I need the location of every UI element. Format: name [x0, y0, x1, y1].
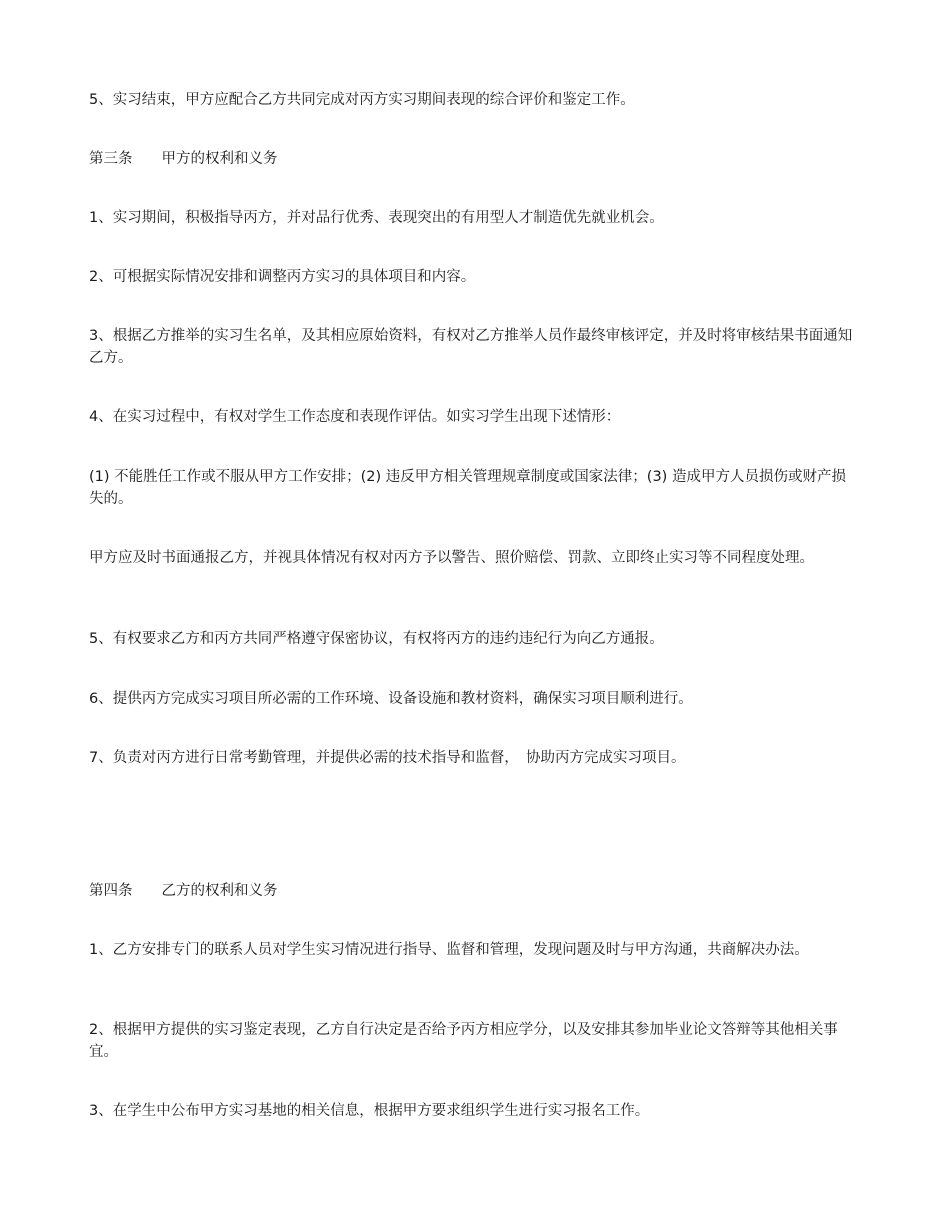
section-4-item-2: 2、根据甲方提供的实习鉴定表现，乙方自行决定是否给予丙方相应学分，以及安排其参加毕业论文答辩等其他相关事宜。 [89, 1022, 838, 1060]
section-4-title: 第四条 乙方的权利和义务 [89, 883, 278, 899]
section-3-title: 第三条 甲方的权利和义务 [89, 151, 278, 167]
section-3-item-6: 6、提供丙方完成实习项目所必需的工作环境、设备设施和教材资料，确保实习项目顺利进行。 [89, 691, 693, 707]
paragraph-clause-5: 5、实习结束，甲方应配合乙方共同完成对丙方实习期间表现的综合评价和鉴定工作。 [89, 92, 635, 108]
section-3-item-1: 1、实习期间，积极指导丙方，并对品行优秀、表现突出的有用型人才制造优先就业机会。 [89, 210, 664, 226]
section-3-item-4-result: 甲方应及时书面通报乙方，并视具体情况有权对丙方予以警告、照价赔偿、罚款、立即终止实习等不同程度处理。 [89, 550, 814, 566]
section-3-item-2: 2、可根据实际情况安排和调整丙方实习的具体项目和内容。 [89, 269, 476, 285]
section-3-item-5: 5、有权要求乙方和丙方共同严格遵守保密协议，有权将丙方的违约违纪行为向乙方通报。 [89, 631, 664, 647]
section-3-item-4: 4、在实习过程中，有权对学生工作态度和表现作评估。如实习学生出现下述情形： [89, 409, 621, 425]
section-4-item-1: 1、乙方安排专门的联系人员对学生实习情况进行指导、监督和管理，发现问题及时与甲方沟通，共商解决办法。 [89, 942, 809, 958]
section-4-item-3: 3、在学生中公布甲方实习基地的相关信息，根据甲方要求组织学生进行实习报名工作。 [89, 1103, 650, 1119]
section-3-item-3: 3、根据乙方推举的实习生名单，及其相应原始资料，有权对乙方推举人员作最终审核评定，并及时将审核结果书面通知乙方。 [89, 328, 853, 366]
section-3-item-4-cases: (1) 不能胜任工作或不服从甲方工作安排；(2) 违反甲方相关管理规章制度或国家法律；(3) 造成甲方人员损伤或财产损失的。 [89, 469, 846, 507]
section-3-item-7: 7、负责对丙方进行日常考勤管理，并提供必需的技术指导和监督， 协助丙方完成实习项目。 [89, 750, 686, 766]
